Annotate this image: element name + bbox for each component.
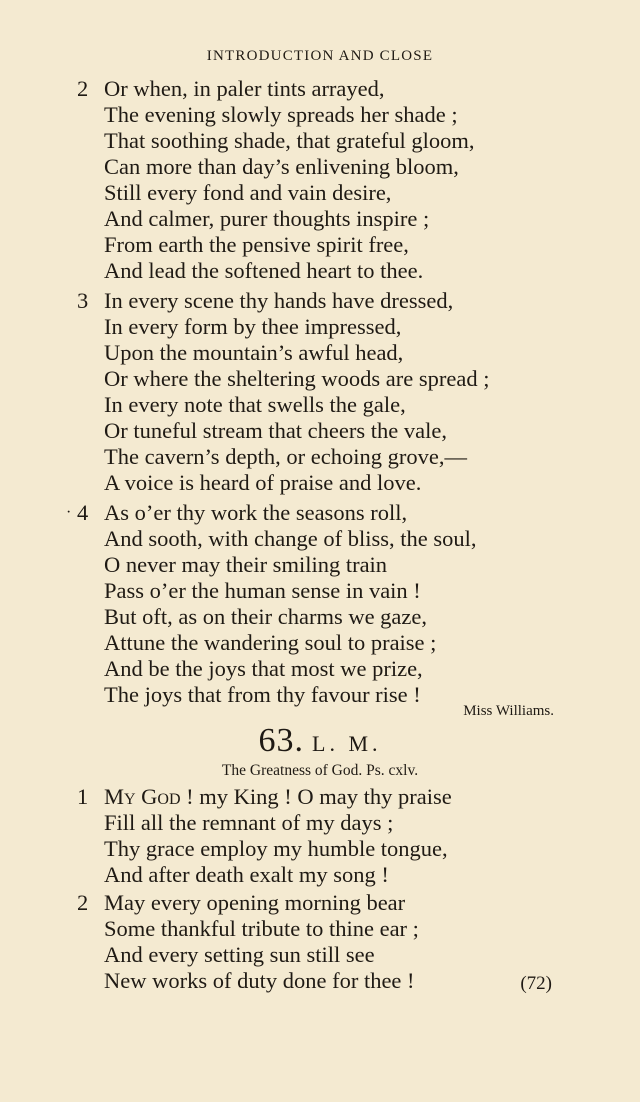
verse-line: May every opening morning bear: [104, 890, 406, 915]
verse-line: Or where the sheltering woods are spread ;: [104, 366, 490, 391]
stanza-number: 1: [77, 784, 89, 809]
hymn-subtitle: The Greatness of God. Ps. cxlv.: [221, 762, 419, 779]
verse-line: And sooth, with change of bliss, the soul,: [104, 526, 477, 551]
verse-line: The joys that from thy favour rise !: [104, 682, 421, 707]
verse-line: And after death exalt my song !: [104, 862, 389, 887]
verse-line: In every scene thy hands have dressed,: [104, 288, 454, 313]
stanza-number: 2: [77, 76, 89, 101]
verse-line: Attune the wandering soul to praise ;: [104, 630, 437, 655]
verse-line: O never may their smiling train: [104, 552, 388, 577]
first-words: My God: [104, 784, 181, 809]
verse-line: And every setting sun still see: [104, 942, 375, 967]
hymn-heading: [0, 722, 640, 760]
verse-line: Upon the mountain’s awful head,: [104, 340, 404, 365]
verse-line: Or tuneful stream that cheers the vale,: [104, 418, 447, 443]
verse-line: Fill all the remnant of my days ;: [104, 810, 394, 835]
verse-line: New works of duty done for thee !: [104, 968, 415, 993]
page-number: (72): [520, 973, 552, 994]
verse-line: Thy grace employ my humble tongue,: [104, 836, 448, 861]
running-header: INTRODUCTION AND CLOSE: [206, 48, 434, 64]
verse-line: A voice is heard of praise and love.: [104, 470, 422, 495]
verse-line: That soothing shade, that grateful gloom,: [104, 128, 475, 153]
verse-line: In every note that swells the gale,: [104, 392, 406, 417]
stanza-number: 4: [77, 500, 89, 525]
margin-mark: ·: [66, 504, 72, 521]
verse-line: [104, 784, 452, 810]
verse-line: In every form by thee impressed,: [104, 314, 402, 339]
hymn-number: 63.: [258, 722, 304, 759]
first-line-rest: ! my King ! O may thy praise: [180, 784, 452, 809]
verse-line: Can more than day’s enlivening bloom,: [104, 154, 459, 179]
verse-line: But oft, as on their charms we gaze,: [104, 604, 428, 629]
verse-line: Or when, in paler tints arrayed,: [104, 76, 385, 101]
verse-line: Pass o’er the human sense in vain !: [104, 578, 421, 603]
verse-line: Some thankful tribute to thine ear ;: [104, 916, 419, 941]
stanza-number: 3: [77, 288, 89, 313]
author-attribution: Miss Williams.: [463, 703, 554, 719]
hymn-meter: L. M.: [312, 731, 382, 756]
stanza-number: 2: [77, 890, 89, 915]
verse-line: As o’er thy work the seasons roll,: [104, 500, 408, 525]
verse-line: Still every fond and vain desire,: [104, 180, 392, 205]
verse-line: And calmer, purer thoughts inspire ;: [104, 206, 430, 231]
verse-line: The cavern’s depth, or echoing grove,—: [104, 444, 467, 469]
verse-line: The evening slowly spreads her shade ;: [104, 102, 458, 127]
verse-line: From earth the pensive spirit free,: [104, 232, 409, 257]
verse-line: And lead the softened heart to thee.: [104, 258, 424, 283]
verse-line: And be the joys that most we prize,: [104, 656, 423, 681]
